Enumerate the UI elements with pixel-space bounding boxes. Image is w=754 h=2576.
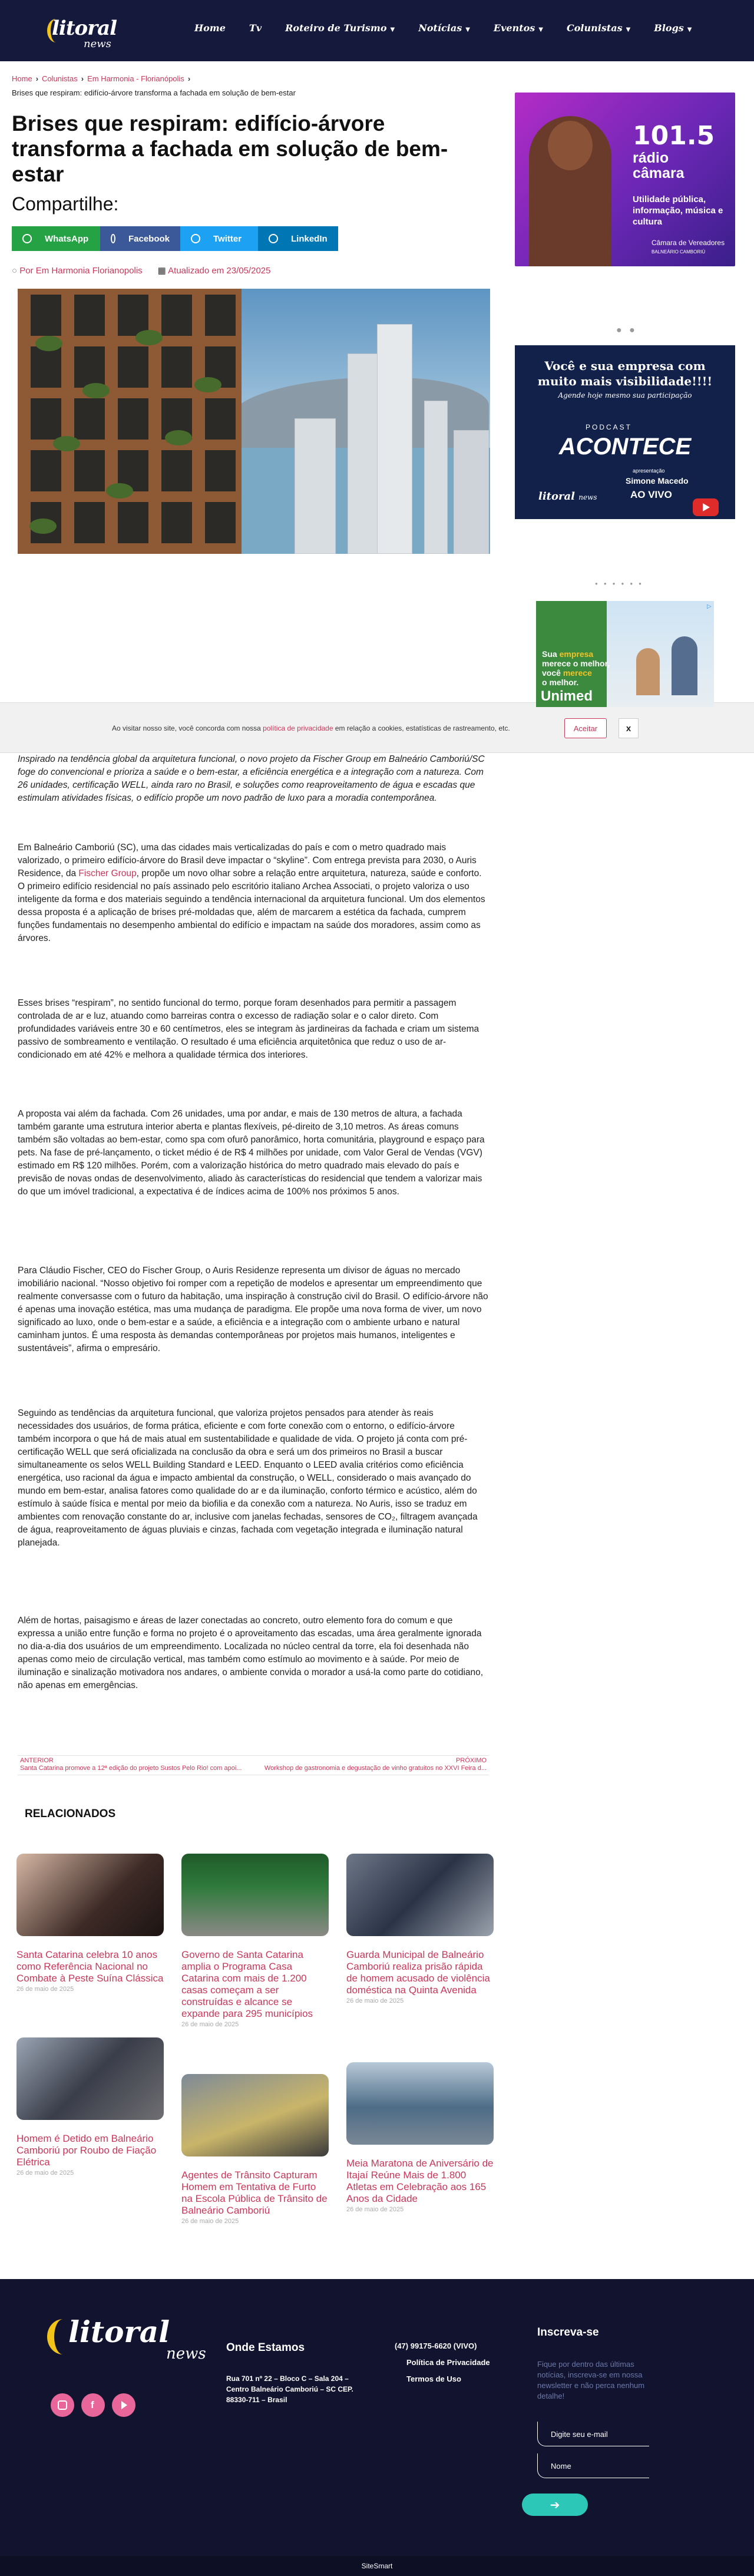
share-bar [12,226,338,251]
article-author[interactable]: Por Em Harmonia Florianopolis [19,266,143,276]
related-card[interactable] [181,1854,329,2028]
page-title: Brises que respiram: edifício-árvore transforma a fachada em solução de bem-estar [12,111,448,186]
article-updated: Atualizado em 23/05/2025 [168,266,271,276]
linkedin-icon [269,234,278,243]
share-title: Compartilhe: [12,193,119,214]
footer-logo[interactable]: litoral news [51,2314,170,2349]
chevron-right-icon: › [35,74,39,83]
newsletter-text: Fique por dentro das últimas notícias, inscreva-se em nossa newsletter e não perca nenhum detalhe! [537,2360,645,2400]
nav-item-tv[interactable]: Tv [249,22,262,34]
breadcrumb [12,74,194,83]
ad-subline: Agende hoje mesmo sua participação [558,391,692,399]
site-header [0,0,754,61]
related-card-title[interactable]: Agentes de Trânsito Capturam Homem em Tentativa de Furto na Escola Pública de Trânsito de Balneário Camboriú [181,2169,328,2216]
youtube-icon[interactable] [112,2393,135,2417]
facebook-icon [111,234,115,243]
breadcrumb-home[interactable]: Home [12,74,32,83]
whatsapp-icon [22,234,32,243]
privacy-policy-link[interactable]: política de privacidade [263,724,333,732]
breadcrumb-current: Brises que respiram: edifício-árvore transforma a fachada em solução de bem-estar [12,88,296,97]
hero-image [18,289,490,554]
article-lead: Inspirado na tendência global da arquitetura funcional, o novo projeto da Fischer Group em Balneário Camboriú/SC foge do convencional e prioriza a saúde e o bem-estar, a eficiência energética e a integração com a natureza. Com 26 unidades, certificação WELL, ainda raro no Brasil, e soluções como reaproveitamento de água e escadas que estimulam atividades físicas, o edifício propõe um novo padrão de luxo para a moradia contemporânea. [18,754,485,803]
unimed-ad[interactable] [536,601,714,707]
related-heading: RELACIONADOS [25,1808,116,1820]
nav-item-roteiro[interactable]: Roteiro de Turismo ▼ [285,22,395,34]
nav-item-eventos[interactable]: Eventos ▼ [493,22,543,34]
nav-item-home[interactable]: Home [194,22,226,34]
ad-radio-name: rádio câmara [633,150,684,181]
footer-terms-link[interactable]: Termos de Uso [406,2374,461,2383]
carousel-dots[interactable]: ● ● [616,325,637,335]
related-card-title[interactable]: Santa Catarina celebra 10 anos como Referência Nacional no Combate à Peste Suína Clássica [16,1949,164,1984]
youtube-icon [693,498,719,516]
related-card-image[interactable] [16,2037,164,2120]
instagram-icon[interactable] [51,2393,74,2417]
ad-unimed-text: Sua empresa merece o melhor, você merece o melhor. [542,649,610,687]
related-card-image[interactable] [346,2062,494,2145]
related-card-title[interactable]: Meia Maratona de Aniversário de Itajaí Reúne Mais de 1.800 Atletas em Celebração aos 165 Anos da Cidade [346,2158,494,2204]
related-card[interactable] [16,1854,164,1993]
article-paragraph: Esses brises “respiram”, no sentido funcional do termo, porque foram desenhados para permitir a passagem controlada de ar e luz, atuando como barreiras contra o excesso de radiação solar e o calor direto. Com profundidades variáveis entre 30 e 60 centímetros, eles se integram às jardineiras da fachada e criam um sistema passivo de sombreamento e ventilação. O resultado é uma eficiência arquitetônica que reduz o uso de ar-condicionado em até 42% e melhora a qualidade térmica dos interiores. [18,998,479,1060]
article-paragraph: Em Balneário Camboriú (SC), uma das cidades mais verticalizadas do país e com o metro quadrado mais valorizado, o primeiro edifício-árvore do Brasil deve impactar o “skyline”. Com entrega prevista para 2030, o Auris Residence, da Fischer Group, propõe um novo olhar sobre a relação entre arquitetura, natureza, saúde e conforto. O primeiro edifício residencial no país assinado pelo escritório italiano Archea Associati, o projeto valoriza o uso inteligente da forma e dos materiais seguindo a tendência internacional da arquitetura funcional. Um dos elementos dessa proposta é a aplicação de brises pré-moldadas que, além de marcarem a estética da fachada, cumprem funções fundamentais no desempenho ambiental do edifício e impactam na saúde dos moradores, assim como as árvores. [18,843,485,943]
chevron-down-icon: ▼ [390,27,395,33]
facebook-icon[interactable]: f [81,2393,105,2417]
ad-info-icon[interactable]: ▷ [707,603,712,610]
chevron-down-icon: ▼ [687,27,692,33]
footer-links [395,2338,490,2387]
related-card-title[interactable]: Homem é Detido em Balneário Camboriú por Roubo de Fiação Elétrica [16,2133,157,2168]
related-card-date: 26 de maio de 2025 [346,1997,404,2004]
related-card-date: 26 de maio de 2025 [16,1986,74,1993]
share-whatsapp-button[interactable]: WhatsApp [12,226,100,251]
breadcrumb-colunistas[interactable]: Colunistas [42,74,78,83]
prev-post-link[interactable]: ANTERIOR Santa Catarina promove a 12ª edição do projeto Sustos Pelo Rio! com apoi... [20,1757,242,1772]
ad-radio-org: Câmara de Vereadores BALNEÁRIO CAMBORIÚ [652,239,725,255]
chevron-down-icon: ▼ [538,27,543,33]
ad-live: AO VIVO [630,489,672,500]
footer-where-title: Onde Estamos [226,2341,305,2354]
ad-podcast-label: PODCAST [586,423,633,431]
cookie-close-button[interactable]: x [619,718,639,738]
chevron-down-icon: ▼ [465,27,470,33]
logo-main-text: litoral [52,16,117,40]
cookie-banner [0,702,754,753]
podcast-acontece-ad[interactable] [515,345,735,519]
related-card-date: 26 de maio de 2025 [346,2206,404,2213]
ad-headline: Você e sua empresa com muito mais visibilidade!!!! [537,359,713,388]
site-footer [0,2279,754,2556]
share-linkedin-button[interactable]: LinkedIn [258,226,338,251]
related-card-title[interactable]: Guarda Municipal de Balneário Camboriú realiza prisão rápida de homem acusado de violência doméstica na Quinta Avenida [346,1949,490,1996]
related-card-date: 26 de maio de 2025 [181,2218,239,2225]
main-nav [194,22,715,34]
chevron-down-icon: ▼ [626,27,631,33]
carousel-dots[interactable]: ●●●●●● [595,581,647,586]
site-logo[interactable] [47,16,118,50]
logo-sub-text: news [84,38,111,50]
article-paragraph: Seguindo as tendências da arquitetura funcional, que valoriza projetos pensados para atender às reais necessidades dos usuários, de forma prática, eficiente e com forte conexão com o entorno, o edifício-árvore também incorpora o que há de mais atual em sustentabilidade e qualidade de vida. O projeto já conta com pré-certificação WELL que será oficializada na conclusão da obra e será um dos primeiros no Brasil a buscar simultaneamente os selos WELL Building Standard e LEED. Enquanto o LEED avalia critérios como eficiência energética, uso racional da água e impacto ambiental da construção, o WELL, considerado o mais avançado do mundo em bem-estar, analisa fatores como qualidade do ar e da iluminação, conforto térmico e acústico, além do estímulo à saúde física e mental por meio da biofilia e da conexão com a natureza. No Auris, isso se traduz em ambientes com renovação constante do ar, inclusive com janelas fechadas, sensores de CO₂, filtragem avançada de água, reaproveitamento de águas pluviais e cinzas, fachada com vegetação integrada e iluminação natural planejada. [18,1408,478,1548]
ad-presenter-label: apresentação [633,468,665,474]
related-card-date: 26 de maio de 2025 [181,2021,239,2028]
user-icon: ○ [12,266,20,276]
related-card[interactable] [346,2062,494,2213]
article-meta [12,265,270,276]
cookie-accept-button[interactable]: Aceitar [564,718,607,738]
chevron-right-icon: › [81,74,84,83]
article-paragraph: Para Cláudio Fischer, CEO do Fischer Group, o Auris Residenze representa um divisor de águas no mercado imobiliário nacional. “Nosso objetivo foi romper com a repetição de modelos e apresentar um empreendimento que realmente conversasse com o futuro da habitação, uma inspiração à construção civil do Brasil. O edifício-árvore não é apenas uma inovação estética, mas uma mudança de paradigma. Ele propõe uma nova forma de viver, um novo significado ao luxo, onde o bem-estar e a saúde, a eficiência e a integração com o ambiente urbano e natural caminham juntos. É uma resposta às demandas contemporâneas por projetos mais humanos, inteligentes e sustentáveis”, afirma o empresário. [18,1266,488,1353]
nav-item-colunistas[interactable]: Colunistas ▼ [566,22,631,34]
related-card-image[interactable] [16,1854,164,1936]
related-card[interactable] [346,1854,494,2004]
newsletter-name-input[interactable]: Nome [537,2453,649,2478]
related-card-image[interactable] [181,2074,329,2156]
related-card[interactable] [16,2037,164,2177]
ad-unimed-brand: Unimed [541,688,593,704]
nav-item-noticias[interactable]: Notícias ▼ [418,22,470,34]
logo-swoosh [47,2319,79,2354]
related-card-image[interactable] [181,1854,329,1936]
ad-radio-number: 101.5 [633,121,715,151]
next-post-link[interactable]: PRÓXIMO Workshop de gastronomia e degustação de vinho gratuitos no XXVI Feira d... [264,1757,487,1772]
related-card-title[interactable]: Governo de Santa Catarina amplia o Programa Casa Catarina com mais de 1.200 casas começam a ser construídas e alcance se expande para 295 municípios [181,1949,313,2019]
related-card-date: 26 de maio de 2025 [16,2169,74,2177]
share-facebook-button[interactable]: Facebook [100,226,180,251]
post-navigation [18,1755,489,1775]
footer-address: Rua 701 nº 22 – Bloco C – Sala 204 – Centro Balneário Camboriú – SC CEP. 88330-711 – Brasil [226,2374,353,2404]
radio-camara-ad[interactable] [515,93,735,266]
ad-presenter: Simone Macedo [626,476,689,486]
ad-tv-logo: litoral news [538,490,597,503]
article-paragraph: A proposta vai além da fachada. Com 26 unidades, uma por andar, e mais de 130 metros de altura, a fachada também garante uma estrutura interior aberta e plantas flexíveis, pé-direito de 3,10 metros. As áreas comuns também são voltadas ao bem-estar, como spa com ofurô panorâmico, horta comunitária, playground e espaço para pets. Na fase de pré-lançamento, o ticket médio é de R$ 4 milhões por unidade, com Valor Geral de Vendas (VGV) estimado em R$ 120 milhões. Porém, com a valorização histórica do metro quadrado mais elevado do país e previsão de novas ondas de desenvolvimento, aliado às características do residencial que tendem a valorizar mais do que um imóvel tradicional, a expectativa é de índices acima de 100% nos próximos 5 anos. [18,1109,485,1197]
fischer-group-link[interactable]: Fischer Group [78,868,137,879]
footer-phone[interactable]: (47) 99175-6620 (VIVO) [395,2341,477,2350]
ad-show-name: ACONTECE [558,434,692,460]
twitter-icon [191,234,200,243]
chevron-right-icon: › [187,74,191,83]
newsletter-email-input[interactable]: Digite seu e-mail [537,2422,649,2446]
newsletter-title: Inscreva-se [537,2326,599,2339]
calendar-icon: ▦ [157,266,168,276]
ad-radio-utility: Utilidade pública, informação, música e cultura [633,194,723,227]
breadcrumb-em-harmonia[interactable]: Em Harmonia - Florianópolis [87,74,184,83]
cookie-text: Ao visitar nosso site, você concorda com nossa política de privacidade em relação a cookies, estatísticas de rastreamento, etc. [112,724,510,732]
newsletter-submit-button[interactable]: ➔ [522,2494,588,2516]
nav-item-blogs[interactable]: Blogs ▼ [654,22,692,34]
related-card-image[interactable] [346,1854,494,1936]
article-paragraph: Além de hortas, paisagismo e áreas de lazer conectadas ao concreto, outro elemento fora do comum e que expressa a união entre função e forma no projeto é o aproveitamento das escadas, uma área geralmente ignorada no dia-a-dia dos usuários de um empreendimento. Localizada no núcleo central da torre, ela foi desenhada não apenas como meio de circulação vertical, mas também como estímulo ao movimento e à saúde. Por meio de iluminação e sinalização motivadora nos andares, o ambiente convida o morador a usá-la como parte do cotidiano, não apenas em emergências. [18,1616,484,1690]
footer-privacy-link[interactable]: Política de Privacidade [406,2358,490,2367]
footer-credit[interactable]: SiteSmart [0,2556,754,2576]
related-card[interactable] [181,2074,329,2225]
share-twitter-button[interactable]: Twitter [180,226,258,251]
